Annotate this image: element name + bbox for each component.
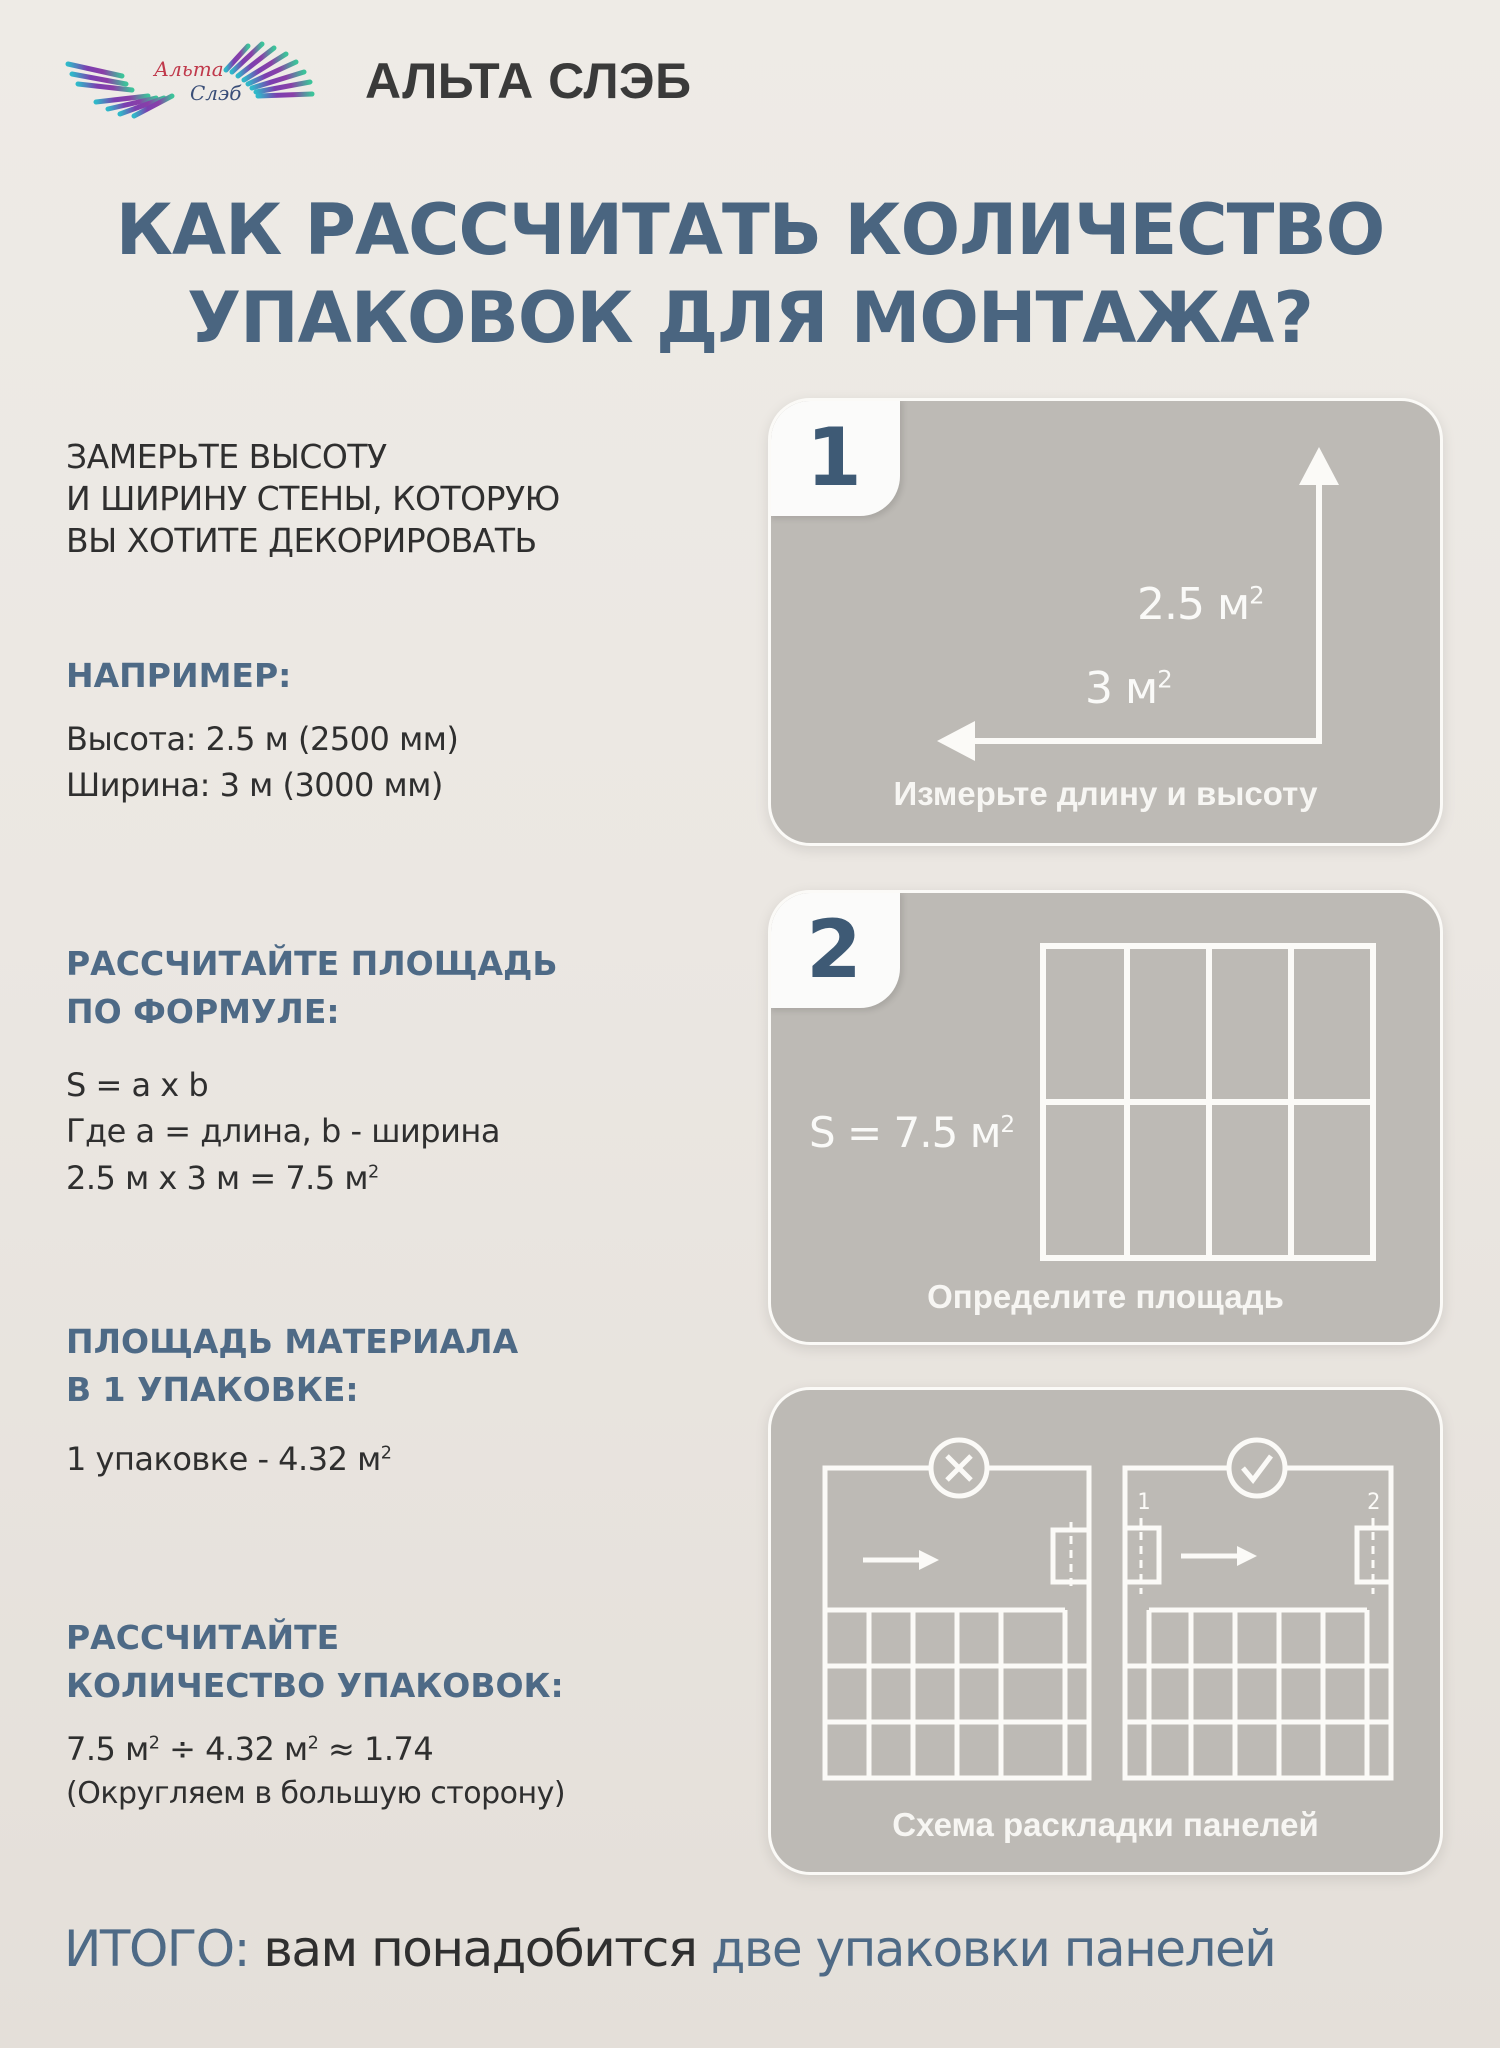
correct-layout [1125, 1440, 1391, 1778]
area-calc: 2.5 м x 3 м = 7.5 $м^2$ [66, 1158, 379, 1197]
step-card-2 [768, 890, 1443, 1345]
panel-layout-diagram [771, 1390, 1443, 1875]
total-label: ИТОГО: [64, 1920, 249, 1978]
svg-text:Слэб: Слэб [190, 81, 242, 105]
area-formula-block [66, 1062, 500, 1201]
example-width: Ширина: 3 м (3000 мм) [66, 766, 443, 805]
package-area-value: 1 упаковке - 4.32 $м^2$ [66, 1440, 392, 1478]
step-number-badge: 2 [768, 890, 900, 1008]
page-title-line-1: КАК РАССЧИТАТЬ КОЛИЧЕСТВО [115, 189, 1385, 271]
measure-line: ВЫ ХОТИТЕ ДЕКОРИРОВАТЬ [66, 521, 537, 561]
package-area-heading-line: ПЛОЩАДЬ МАТЕРИАЛА [66, 1322, 519, 1361]
package-area-heading-line: В 1 УПАКОВКЕ: [66, 1369, 359, 1409]
area-heading-line: РАССЧИТАЙТЕ ПЛОЩАДЬ [66, 944, 558, 983]
width-label: 3 $м^2$ [1085, 663, 1172, 714]
example-values [66, 716, 458, 809]
panel-marker-2: 2 [1367, 1490, 1381, 1515]
area-legend: Где a = длина, b - ширина [66, 1112, 500, 1151]
page-title-line-2: УПАКОВОК ДЛЯ МОНТАЖА? [187, 277, 1313, 359]
area-heading [66, 940, 558, 1036]
measure-line: И ШИРИНУ СТЕНЫ, КОТОРУЮ [66, 479, 560, 519]
area-heading-line: ПО ФОРМУЛЕ: [66, 991, 340, 1031]
total-middle: вам понадобится [249, 1920, 711, 1978]
measure-line: ЗАМЕРЬТЕ ВЫСОТУ [66, 437, 387, 476]
packages-calc: 7.5 $м^2 \div 4.32$ $м^2 \approx 1.74$ [66, 1730, 434, 1768]
area-formula: S = a x b [66, 1066, 209, 1104]
total-summary [64, 1920, 1275, 1978]
brand-logo [62, 34, 322, 124]
packages-heading-line: РАССЧИТАЙТЕ [66, 1618, 340, 1657]
packages-note: (Округляем в большую сторону) [66, 1776, 566, 1812]
brand-name: АЛЬТА СЛЭБ [365, 53, 692, 109]
packages-heading [66, 1614, 564, 1710]
panel-marker-1: 1 [1137, 1490, 1151, 1515]
check-circle-icon [1229, 1440, 1285, 1496]
svg-text:Альта: Альта [154, 57, 224, 81]
area-label: S = 7.5 $м^2$ [809, 1108, 1015, 1157]
step-card-3 [768, 1387, 1443, 1875]
card-caption: Определите площадь [927, 1278, 1284, 1315]
packages-heading-line: КОЛИЧЕСТВО УПАКОВОК: [66, 1665, 564, 1705]
step-card-1 [768, 398, 1443, 846]
height-label: 2.5 $м^2$ [1137, 579, 1264, 630]
measure-instruction [66, 436, 560, 563]
card-caption: Схема раскладки панелей [892, 1806, 1319, 1843]
packages-calc-block [66, 1726, 565, 1816]
example-heading: НАПРИМЕР: [66, 656, 292, 695]
step-number-badge: 1 [768, 398, 900, 516]
card-caption: Измерьте длину и высоту [893, 775, 1318, 812]
package-area-heading [66, 1318, 518, 1414]
winged-logo-icon [62, 34, 322, 124]
wrong-layout [825, 1440, 1089, 1778]
total-highlight: две упаковки панелей [710, 1920, 1276, 1978]
example-height: Высота: 2.5 м (2500 мм) [66, 720, 459, 758]
